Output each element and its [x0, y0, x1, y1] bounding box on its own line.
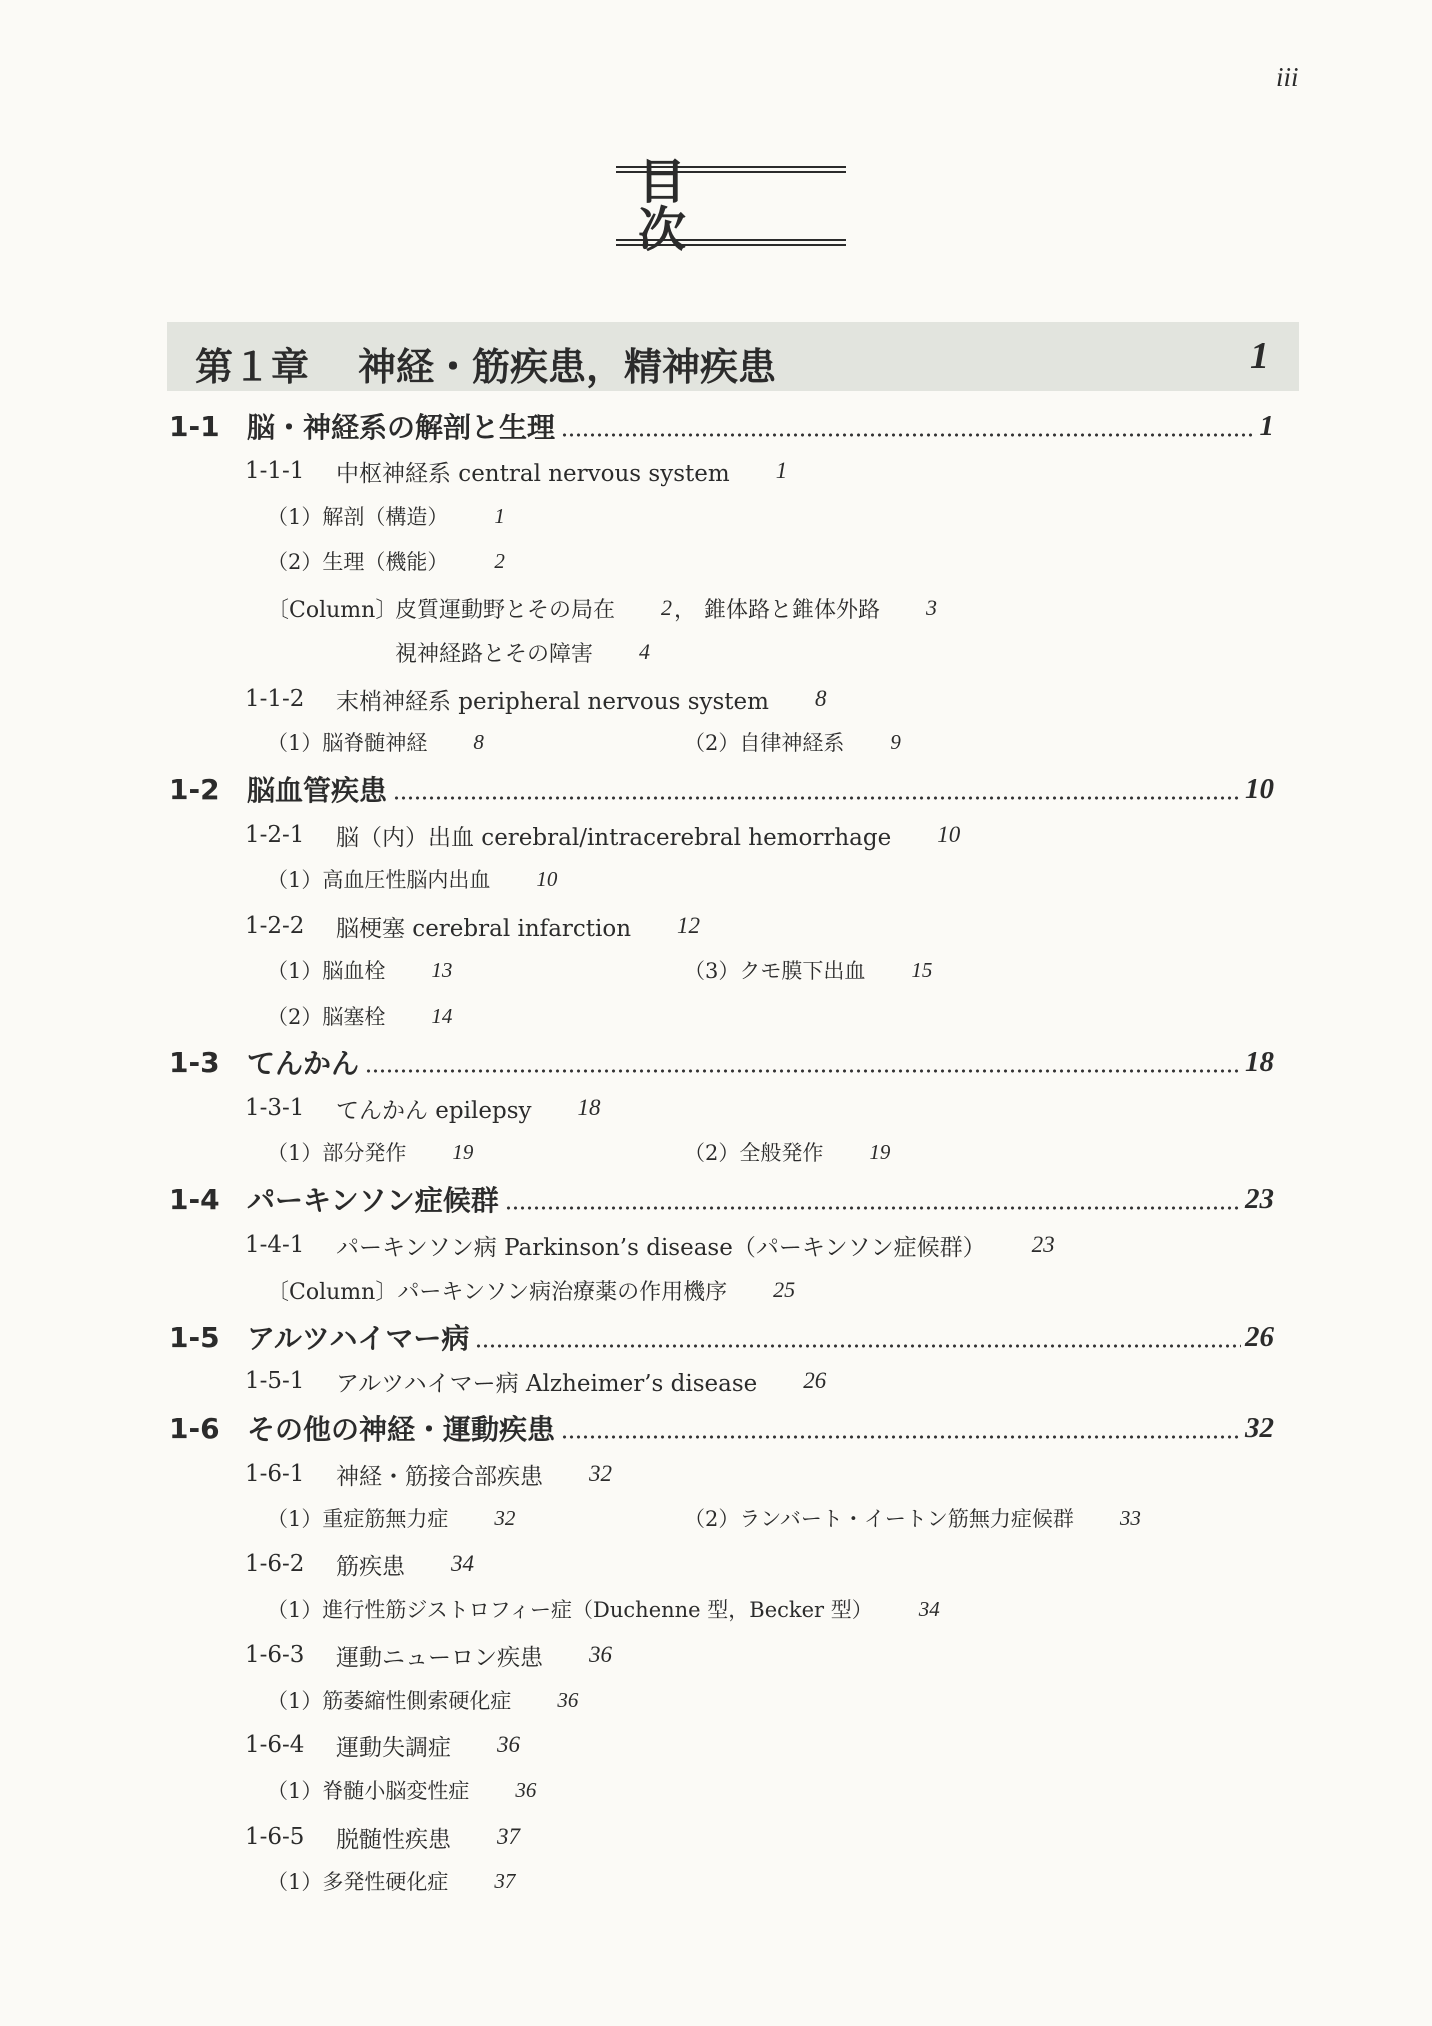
chapter-band [167, 322, 1299, 391]
dot-leader [561, 433, 1255, 437]
column-separator: ， [674, 597, 697, 623]
item-entry [267, 861, 557, 897]
subsection-title: 運動失調症 [336, 1734, 451, 1761]
item-page: 19 [452, 1139, 474, 1164]
subsection-page: 32 [589, 1461, 612, 1486]
item-page: 10 [536, 866, 558, 891]
item-label: （1）筋萎縮性側索硬化症 [267, 1689, 512, 1713]
column-page: 2 [661, 595, 673, 620]
item-page: 36 [557, 1687, 579, 1712]
subsection-entry [245, 908, 700, 944]
subsection-title: 脳梗塞 cerebral infarction [336, 915, 632, 942]
column-text: 錐体路と錐体外路 [704, 597, 881, 623]
section-number: 1-6 [169, 1411, 220, 1445]
section-number: 1-4 [169, 1182, 220, 1216]
subsection-title: 神経・筋接合部疾患 [336, 1463, 543, 1490]
section-title: アルツハイマー病 [247, 1322, 470, 1355]
chapter-title: 神経・筋疾患，精神疾患 [358, 345, 777, 389]
subsection-number: 1-6-3 [245, 1642, 305, 1668]
section-page: 26 [1245, 1320, 1274, 1353]
subsection-page: 10 [937, 822, 961, 847]
subsection-entry [245, 1546, 474, 1582]
toc-title-box [616, 154, 846, 258]
section-title: てんかん [247, 1047, 360, 1080]
section-page: 32 [1245, 1411, 1274, 1444]
subsection-entry [245, 1456, 612, 1492]
item-label: （1）部分発作 [267, 1141, 407, 1165]
chapter-page: 1 [1250, 335, 1269, 377]
section-title: パーキンソン症候群 [247, 1184, 499, 1217]
item-label: （2）脳塞栓 [267, 1005, 386, 1029]
subsection-entry [245, 1227, 1055, 1263]
item-entry [267, 543, 505, 579]
subsection-number: 1-6-4 [245, 1732, 305, 1758]
item-label: （1）重症筋無力症 [267, 1507, 449, 1531]
subsection-number: 1-3-1 [245, 1095, 305, 1121]
section-entry [169, 1044, 1274, 1080]
subsection-title: パーキンソン病 Parkinson’s disease（パーキンソン症候群） [336, 1234, 986, 1261]
item-label: （1）多発性硬化症 [267, 1870, 449, 1894]
section-entry [169, 1410, 1274, 1446]
subsection-entry [245, 1727, 520, 1763]
section-entry [169, 1181, 1274, 1217]
item-page: 37 [494, 1868, 516, 1893]
item-page: 8 [473, 729, 484, 754]
item-page: 13 [431, 957, 453, 982]
item-entry [684, 952, 932, 988]
section-title: 脳血管疾患 [247, 774, 388, 807]
item-entry [267, 952, 452, 988]
section-page: 23 [1245, 1182, 1274, 1215]
subsection-number: 1-2-2 [245, 913, 305, 939]
subsection-page: 18 [577, 1095, 601, 1120]
item-page: 19 [869, 1139, 891, 1164]
section-number: 1-5 [169, 1320, 220, 1354]
item-page: 36 [515, 1777, 537, 1802]
toc-title: 目 次 [638, 154, 779, 258]
dot-leader [365, 1069, 1241, 1073]
item-page: 15 [911, 957, 933, 982]
section-entry [169, 1319, 1274, 1355]
subsection-title: 筋疾患 [336, 1553, 405, 1580]
subsection-number: 1-4-1 [245, 1232, 305, 1258]
section-page: 18 [1245, 1045, 1274, 1078]
item-label: （1）高血圧性脳内出血 [267, 868, 491, 892]
chapter-number: 第１章 [195, 345, 310, 389]
section-title: その他の神経・運動疾患 [247, 1413, 556, 1446]
item-page: 32 [494, 1505, 516, 1530]
item-label: （1）脊髄小脳変性症 [267, 1779, 470, 1803]
item-label: （1）解剖（構造） [267, 505, 449, 529]
column-tag: 〔Column〕 [267, 1279, 398, 1305]
item-entry [267, 498, 505, 534]
subsection-page: 1 [775, 458, 788, 483]
item-entry [684, 1134, 890, 1170]
column-text: 視神経路とその障害 [395, 641, 594, 667]
item-entry [267, 1591, 940, 1627]
subsection-title: アルツハイマー病 Alzheimer’s disease [336, 1370, 758, 1397]
subsection-number: 1-5-1 [245, 1368, 305, 1394]
subsection-page: 37 [497, 1824, 520, 1849]
item-label: （2）全般発作 [684, 1141, 824, 1165]
item-entry [684, 724, 901, 760]
subsection-page: 36 [589, 1642, 612, 1667]
subsection-page: 34 [451, 1551, 474, 1576]
subsection-page: 23 [1031, 1232, 1055, 1257]
item-entry [684, 1500, 1141, 1536]
column-entry [267, 1272, 795, 1308]
item-entry [267, 1134, 473, 1170]
dot-leader [561, 1435, 1241, 1439]
item-page: 34 [918, 1596, 940, 1621]
subsection-entry [245, 1637, 612, 1673]
section-number: 1-1 [169, 409, 220, 443]
item-page: 9 [890, 729, 901, 754]
subsection-number: 1-1-2 [245, 686, 305, 712]
subsection-title: 脱髄性疾患 [336, 1826, 451, 1853]
column-entry [395, 634, 650, 670]
subsection-entry [245, 453, 787, 489]
item-entry [267, 1863, 515, 1899]
item-entry [267, 1500, 515, 1536]
item-page: 2 [494, 548, 505, 573]
item-label: （3）クモ膜下出血 [684, 959, 866, 983]
item-label: （1）脳血栓 [267, 959, 386, 983]
item-page: 1 [494, 503, 505, 528]
item-label: （1）脳脊髄神経 [267, 731, 428, 755]
subsection-page: 12 [677, 913, 701, 938]
subsection-title: 脳（内）出血 cerebral/intracerebral hemorrhage [336, 824, 892, 851]
column-text: 皮質運動野とその局在 [395, 597, 616, 623]
item-label: （2）生理（機能） [267, 550, 449, 574]
item-page: 33 [1119, 1505, 1141, 1530]
item-entry [267, 724, 484, 760]
subsection-number: 1-6-5 [245, 1824, 305, 1850]
item-entry [267, 1682, 578, 1718]
subsection-page: 36 [497, 1732, 520, 1757]
section-entry [169, 771, 1274, 807]
subsection-entry [245, 681, 826, 717]
item-label: （1）進行性筋ジストロフィー症（Duchenne 型，Becker 型） [267, 1598, 873, 1622]
subsection-entry [245, 1819, 520, 1855]
dot-leader [393, 796, 1241, 800]
column-text: パーキンソン病治療薬の作用機序 [397, 1279, 728, 1305]
item-entry [267, 998, 452, 1034]
item-entry [267, 1772, 536, 1808]
subsection-entry [245, 1363, 826, 1399]
section-title: 脳・神経系の解剖と生理 [247, 411, 556, 444]
section-page: 1 [1259, 409, 1274, 442]
subsection-number: 1-2-1 [245, 822, 305, 848]
section-page: 10 [1245, 772, 1274, 805]
section-entry [169, 408, 1274, 444]
item-label: （2）自律神経系 [684, 731, 845, 755]
item-page: 14 [431, 1003, 453, 1028]
section-number: 1-2 [169, 772, 220, 806]
subsection-page: 8 [814, 686, 827, 711]
subsection-number: 1-6-2 [245, 1551, 305, 1577]
dot-leader [505, 1206, 1241, 1210]
column-tag: 〔Column〕 [267, 597, 398, 623]
subsection-title: 運動ニューロン疾患 [336, 1644, 543, 1671]
subsection-title: てんかん epilepsy [336, 1097, 532, 1124]
column-entry [267, 590, 937, 626]
subsection-number: 1-1-1 [245, 458, 305, 484]
subsection-title: 中枢神経系 central nervous system [336, 460, 730, 487]
column-page: 4 [639, 639, 651, 664]
item-label: （2）ランバート・イートン筋無力症候群 [684, 1507, 1074, 1531]
page-number: iii [1276, 62, 1299, 92]
dot-leader [475, 1344, 1241, 1348]
column-page: 3 [926, 595, 938, 620]
subsection-page: 26 [803, 1368, 827, 1393]
subsection-entry [245, 1090, 601, 1126]
section-number: 1-3 [169, 1045, 220, 1079]
column-page: 25 [773, 1277, 796, 1302]
subsection-entry [245, 817, 960, 853]
subsection-title: 末梢神経系 peripheral nervous system [336, 688, 769, 715]
subsection-number: 1-6-1 [245, 1461, 305, 1487]
